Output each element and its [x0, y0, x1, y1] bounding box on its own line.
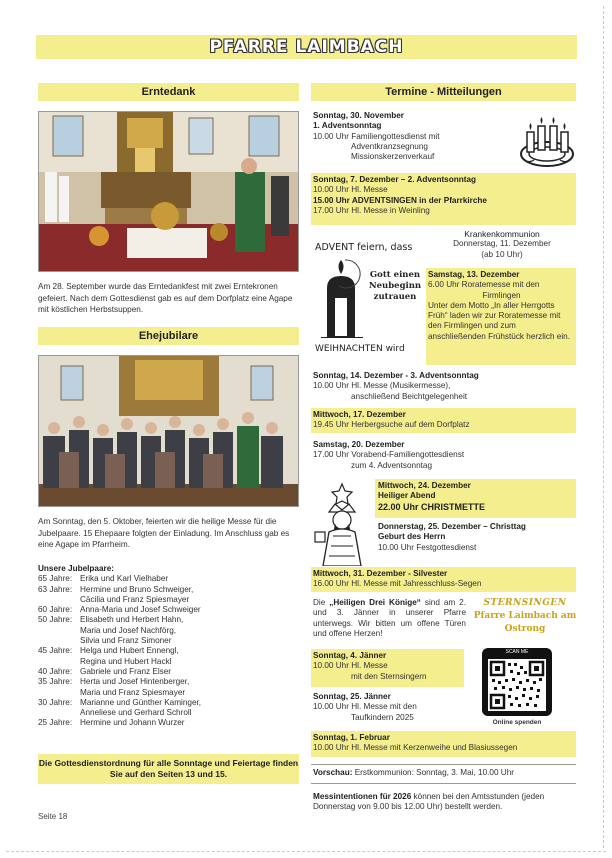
erntedank-text: Am 28. September wurde das Erntedankfest mit zwei Erntekronen gefeiert. Nach dem Gottesdienst gab es auf dem Dorfplatz eine Agape mit köstlichen Herbstsuppen. — [38, 282, 293, 314]
event-krankenkommunion: Krankenkommunion Donnerstag, 11. Dezember (ab 10 Uhr) — [453, 229, 551, 259]
event-31-dezember: Mittwoch, 31. Dezember - Silvester 16.00 Uhr Hl. Messe mit Jahresschluss-Segen — [313, 569, 482, 589]
page-title-bar — [36, 35, 577, 59]
qr-code-pattern — [488, 659, 546, 711]
event-24-dezember: Mittwoch, 24. Dezember Heiliger Abend 22.00 Uhr CHRISTMETTE — [378, 481, 486, 512]
qr-code[interactable] — [488, 659, 546, 711]
list-item: 63 Jahre: Hermine und Bruno Schweiger, — [38, 584, 194, 594]
dashed-border-bottom — [6, 851, 606, 852]
event-30-november: Sonntag, 30. November 1. Adventsonntag 10.00 Uhr Familiengottesdienst mit Adventkranzsegnung Missionskerzenverkauf — [313, 111, 440, 162]
wise-king-icon — [313, 482, 371, 566]
page-title: PFARRE LAIMBACH — [209, 37, 404, 57]
advent-wreath-icon — [518, 110, 576, 170]
church-altar-illustration — [39, 112, 299, 272]
list-item: Maria und Josef Nachförg, — [80, 625, 177, 635]
event-7-dezember: Sonntag, 7. Dezember – 2. Adventsonntag 10.00 Uhr Hl. Messe 15.00 Uhr ADVENTSINGEN in der Pfarrkirche 17.00 Uhr Hl. Messe in Weinling — [313, 175, 487, 215]
event-25-jaenner: Sonntag, 25. Jänner 10.00 Uhr Hl. Messe mit den Taufkindern 2025 — [313, 692, 417, 722]
list-item: Anneliese und Gerhard Schroll — [80, 708, 192, 718]
advent-feiern-illustration: ADVENT feiern, dass Gott einen Neubeginn zutrauen WEIHNACHTEN wird — [315, 242, 422, 354]
sternsinger-text: Die „Heiligen Drei Könige“ sind am 2. und 3. Jänner in unserer Pfarre unterwegs. Wir bitten um offene Türen und offene Herzen! — [313, 598, 466, 638]
advent-candle-illustration — [321, 258, 363, 338]
section-heading-ehejubilare: Ehejubilare — [38, 327, 299, 345]
list-item: 40 Jahre: Gabriele und Franz Elser — [38, 666, 172, 676]
ehejubilare-text: Am Sonntag, den 5. Oktober, feierten wir die heilige Messe für die Jubelpaare. 15 Ehepaare folgten der Einladung. Im Anschluss gab es eine Agape im Pfarrheim. — [38, 517, 290, 549]
jubelpaare-list — [38, 564, 300, 729]
erntedank-photo — [38, 111, 299, 272]
list-item: 25 Jahre: Hermine und Johann Wurzer — [38, 718, 185, 728]
event-14-dezember: Sonntag, 14. Dezember - 3. Adventsonntag 10.00 Uhr Hl. Messe (Musikermesse), anschließend Beichtgelegenheit — [313, 371, 479, 401]
event-1-februar: Sonntag, 1. Februar 10.00 Uhr Hl. Messe mit Kerzenweihe und Blasiussegen — [313, 733, 518, 753]
list-item: Silvia und Franz Simoner — [80, 636, 172, 646]
qr-code-card[interactable]: SCAN ME — [482, 648, 552, 716]
divider — [311, 764, 576, 765]
page-number: Seite 18 — [38, 812, 68, 821]
list-item: 30 Jahre: Marianne und Günther Kaminger, — [38, 697, 202, 707]
list-item: 50 Jahre: Elisabeth und Herbert Hahn, — [38, 615, 184, 625]
list-item: Cäcilia und Franz Spiesmayer — [80, 594, 190, 604]
list-item: Regina und Hubert Hackl — [80, 656, 172, 666]
event-20-dezember: Samstag, 20. Dezember 17.00 Uhr Vorabend-Familiengottesdienst zum 4. Adventsonntag — [313, 440, 465, 470]
event-4-jaenner: Sonntag, 4. Jänner 10.00 Uhr Hl. Messe mit den Sternsingern — [313, 651, 427, 681]
list-item: 60 Jahre: Anna-Maria und Josef Schweiger — [38, 605, 201, 615]
list-item: Maria und Franz Spiesmayer — [80, 687, 186, 697]
list-item: 35 Jahre: Herta und Josef Hintenberger, — [38, 677, 190, 687]
dashed-border-right — [603, 6, 604, 848]
messintentionen-text: Messintentionen für 2026 können bei den Amtsstunden (jeden Donnerstag von 9.00 bis 12.00 Uhr) bestellt werden. — [313, 792, 545, 812]
ehejubilare-group-photo — [38, 355, 299, 507]
section-heading-termine: Termine - Mitteilungen — [311, 83, 576, 101]
event-13-dezember: Samstag, 13. Dezember 6.00 Uhr Roratemesse mit den Firmlingen Unter dem Motto „In aller Herrgotts Früh“ laden wir zur Roratemesse mit den Firmlingen und zum anschließenden Frühstück herzlich ein. — [428, 270, 570, 341]
event-25-dezember: Donnerstag, 25. Dezember – Christtag Geburt des Herrn 10.00 Uhr Festgottesdienst — [378, 522, 526, 552]
vorschau-line: Vorschau: Erstkommunion: Sonntag, 3. Mai, 10.00 Uhr — [313, 768, 514, 777]
divider — [311, 783, 576, 784]
event-17-dezember: Mittwoch, 17. Dezember 19.45 Uhr Herbergsuche auf dem Dorfplatz — [313, 410, 470, 430]
group-photo-illustration — [39, 356, 299, 507]
section-heading-erntedank: Erntedank — [38, 83, 299, 101]
list-item: 65 Jahre: Erika und Karl Vielhaber — [38, 574, 169, 584]
sternsingen-title: STERNSINGEN Pfarre Laimbach am Ostrong — [473, 598, 577, 634]
gottesdienst-note: Die Gottesdienstordnung für alle Sonntage und Feiertage finden Sie auf den Seiten 13 und 15. — [38, 754, 299, 784]
list-item: 45 Jahre: Helga und Hubert Ennengl, — [38, 646, 179, 656]
jubelpaare-list-title: Unsere Jubelpaare: — [38, 564, 114, 573]
online-spenden-label: Online spenden — [492, 719, 542, 726]
